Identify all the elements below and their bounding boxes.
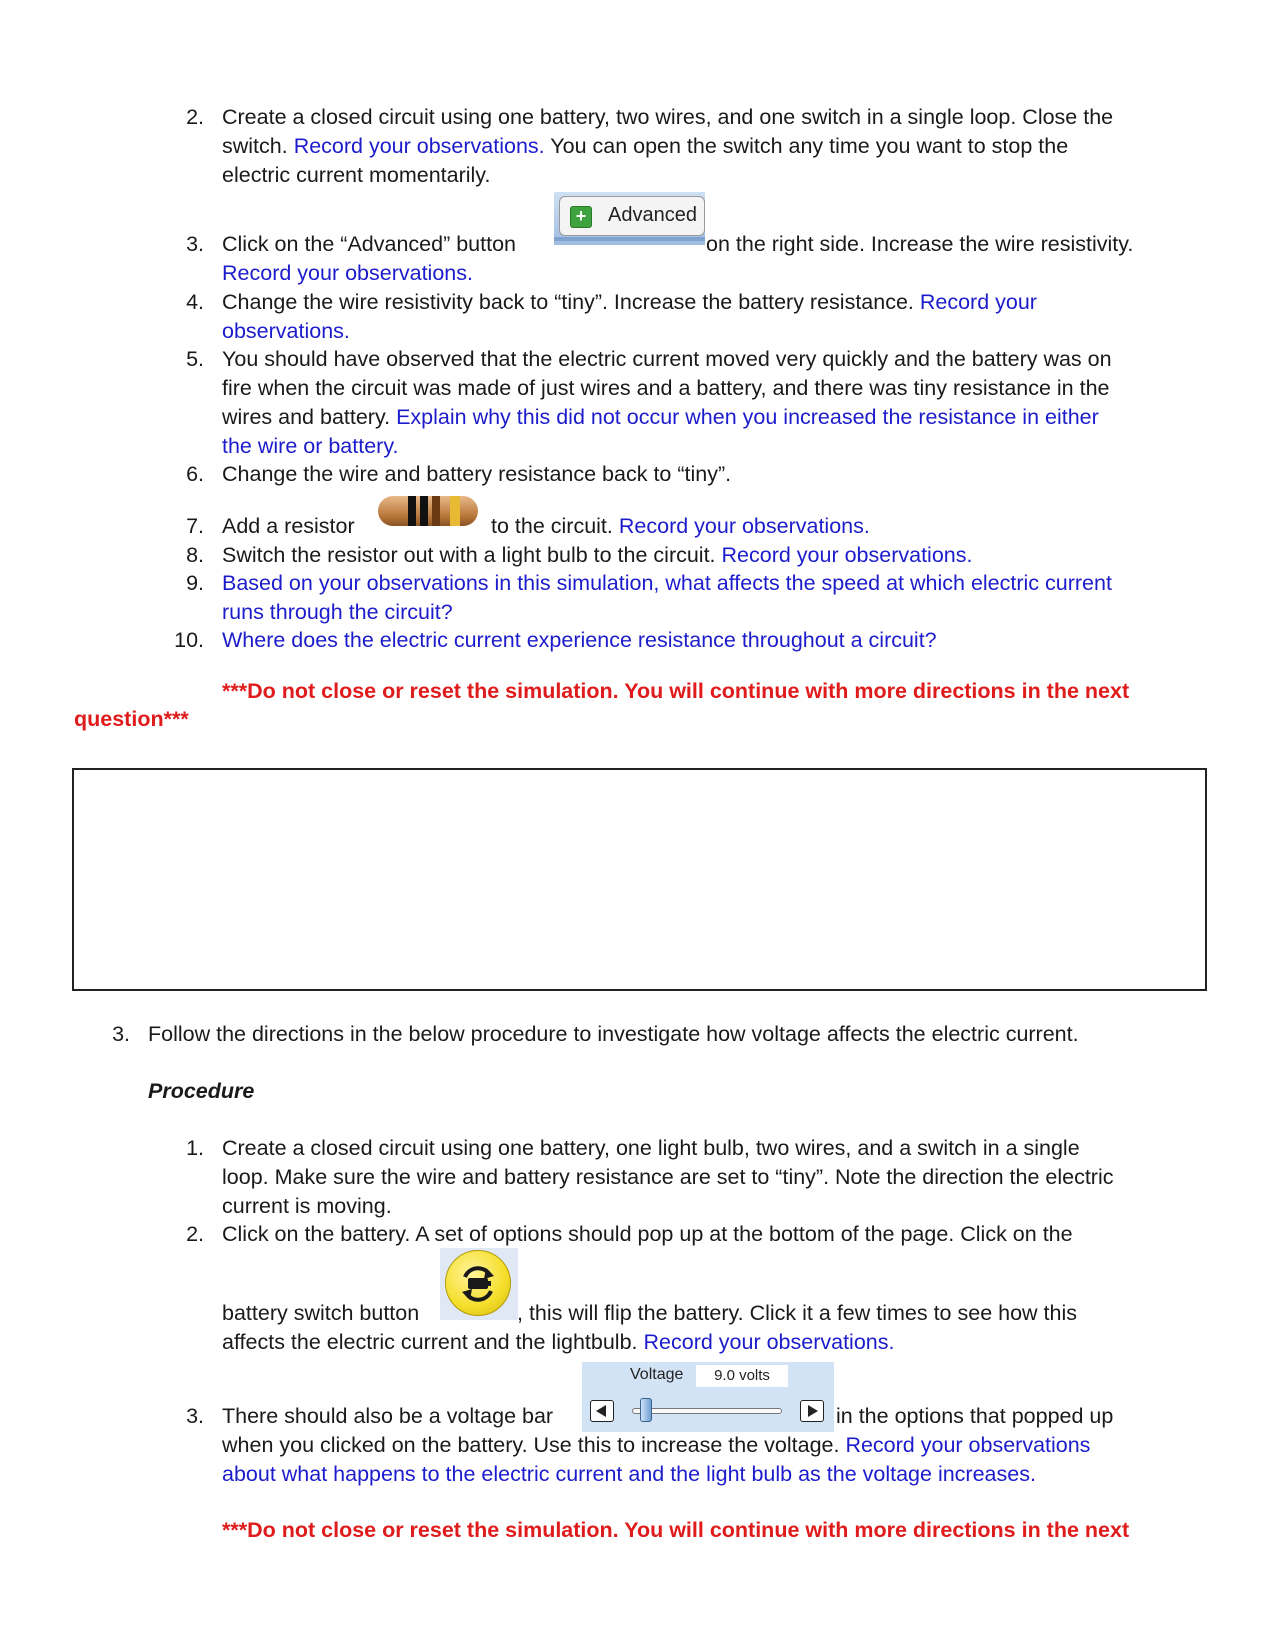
voltage-bar-image xyxy=(582,1362,834,1432)
step-text: the wire or battery. xyxy=(222,434,399,458)
step-number: 4. xyxy=(186,290,204,314)
right-arrow-icon xyxy=(800,1400,824,1422)
battery-switch-icon xyxy=(446,1251,510,1315)
step-number: 10. xyxy=(174,628,204,652)
plus-icon: + xyxy=(570,206,592,228)
step-number: 3. xyxy=(186,1404,204,1428)
warning-text: ***Do not close or reset the simulation. You will continue with more directions in the next xyxy=(222,1518,1130,1542)
step-text: about what happens to the electric current and the light bulb as the voltage increases. xyxy=(222,1462,1036,1486)
advanced-button-label: Advanced xyxy=(608,204,697,226)
step-text: Click on the battery. A set of options should pop up at the bottom of the page. Click on the xyxy=(222,1222,1073,1246)
step-number: 2. xyxy=(186,105,204,129)
procedure-heading: Procedure xyxy=(148,1079,255,1103)
step-text: Create a closed circuit using one battery, one light bulb, two wires, and a switch in a single xyxy=(222,1136,1080,1160)
step-text: Click on the “Advanced” button xyxy=(222,232,516,256)
step-text: Add a resistor xyxy=(222,514,355,538)
step-number: 9. xyxy=(186,571,204,595)
step-number: 2. xyxy=(186,1222,204,1246)
step-text: in the options that popped up xyxy=(836,1404,1114,1428)
step-text: There should also be a voltage bar xyxy=(222,1404,554,1428)
step-text: current is moving. xyxy=(222,1194,392,1218)
step-text: electric current momentarily. xyxy=(222,163,491,187)
resistor-image xyxy=(378,496,478,526)
voltage-track xyxy=(632,1408,782,1414)
question-intro: Follow the directions in the below procedure to investigate how voltage affects the electric current. xyxy=(148,1022,1079,1046)
voltage-label: Voltage xyxy=(630,1366,684,1383)
warning-text-continued: question*** xyxy=(74,707,189,731)
step-text: You should have observed that the electric current moved very quickly and the battery was on xyxy=(222,347,1112,371)
step-text: battery switch button xyxy=(222,1301,420,1325)
step-number: 5. xyxy=(186,347,204,371)
step-text: loop. Make sure the wire and battery resistance are set to “tiny”. Note the direction the electric xyxy=(222,1165,1114,1189)
step-text: observations. xyxy=(222,319,350,343)
answer-box[interactable] xyxy=(72,768,1207,991)
step-number: 8. xyxy=(186,543,204,567)
step-text: Switch the resistor out with a light bulb to the circuit. Record your observations. xyxy=(222,543,973,567)
voltage-value: 9.0 volts xyxy=(696,1365,788,1387)
step-text: runs through the circuit? xyxy=(222,600,453,624)
advanced-button-image xyxy=(554,192,705,245)
step-text: to the circuit. Record your observations. xyxy=(491,514,870,538)
step-text: on the right side. Increase the wire resistivity. xyxy=(706,232,1134,256)
step-text: Based on your observations in this simulation, what affects the speed at which electric current xyxy=(222,571,1112,595)
battery-switch-button-image xyxy=(440,1248,518,1320)
step-text: fire when the circuit was made of just wires and a battery, and there was tiny resistance in the xyxy=(222,376,1110,400)
step-number: 6. xyxy=(186,462,204,486)
step-text: Record your observations. xyxy=(222,261,473,285)
step-text: Change the wire resistivity back to “tiny”. Increase the battery resistance. Record your xyxy=(222,290,1037,314)
step-text: , this will flip the battery. Click it a few times to see how this xyxy=(517,1301,1077,1325)
step-text: when you clicked on the battery. Use this to increase the voltage. Record your observations xyxy=(222,1433,1091,1457)
voltage-slider-thumb xyxy=(640,1398,652,1422)
step-number: 1. xyxy=(186,1136,204,1160)
step-number: 7. xyxy=(186,514,204,538)
step-number: 3. xyxy=(186,232,204,256)
step-text: Where does the electric current experience resistance throughout a circuit? xyxy=(222,628,937,652)
step-text: Create a closed circuit using one battery, two wires, and one switch in a single loop. Close the xyxy=(222,105,1114,129)
step-text: wires and battery. Explain why this did not occur when you increased the resistance in either xyxy=(222,405,1099,429)
step-text: switch. Record your observations. You can open the switch any time you want to stop the xyxy=(222,134,1069,158)
step-text: Change the wire and battery resistance back to “tiny”. xyxy=(222,462,732,486)
left-arrow-icon xyxy=(590,1400,614,1422)
question-number: 3. xyxy=(112,1022,130,1046)
warning-text: ***Do not close or reset the simulation. You will continue with more directions in the next xyxy=(222,679,1130,703)
step-text: affects the electric current and the lightbulb. Record your observations. xyxy=(222,1330,895,1354)
